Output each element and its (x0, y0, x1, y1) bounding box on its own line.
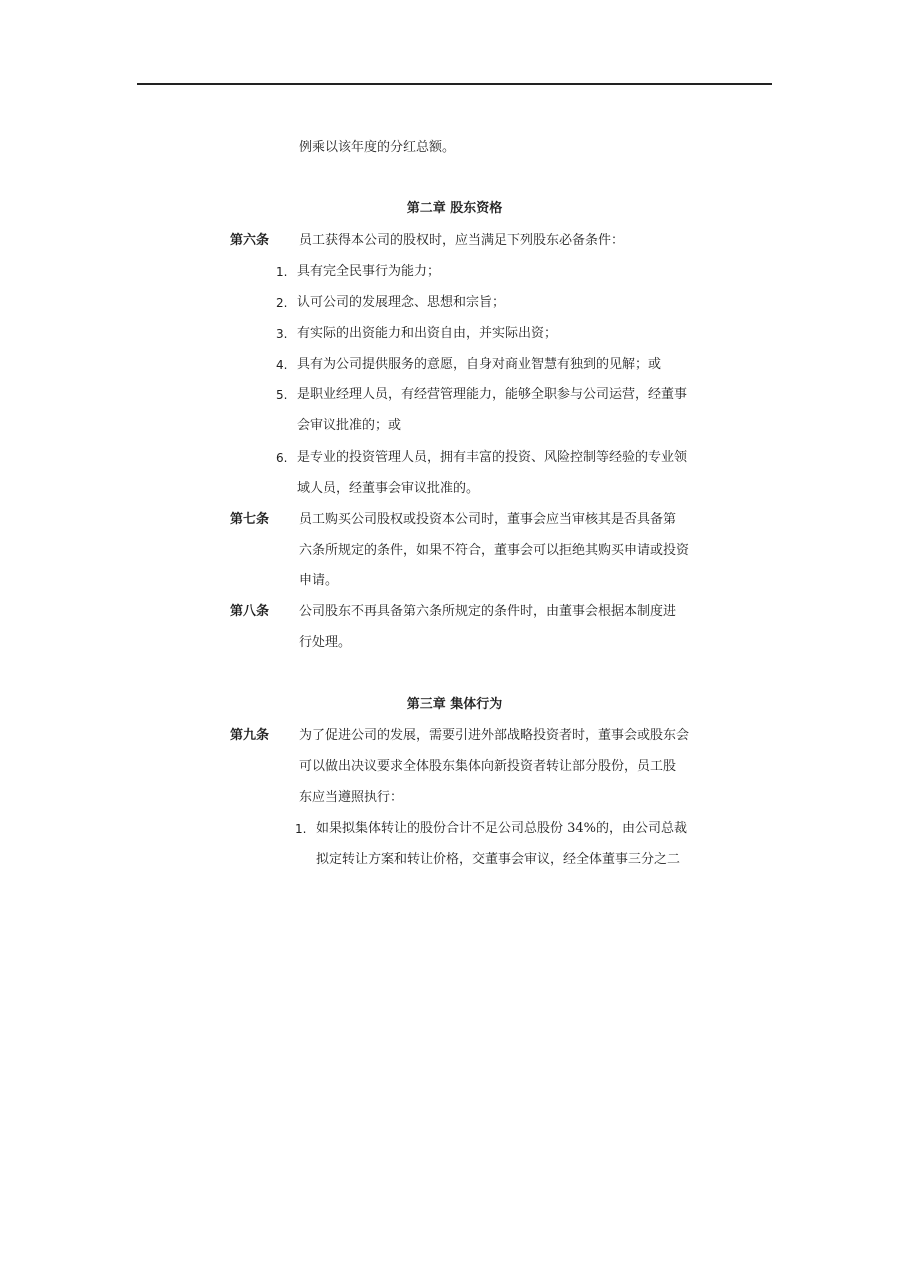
header-rule (137, 83, 772, 85)
article6-item6-text-line1: 是专业的投资管理人员，拥有丰富的投资、风险控制等经验的专业领 (297, 450, 688, 465)
article6-label: 第六条 (230, 233, 270, 248)
article6-item5-number: 5. (276, 388, 288, 402)
article9-text-line1: 为了促进公司的发展，需要引进外部战略投资者时，董事会或股东会 (299, 728, 690, 743)
article6-item4-text: 具有为公司提供服务的意愿，自身对商业智慧有独到的见解；或 (297, 357, 662, 372)
article7-text-line3: 申请。 (299, 573, 339, 588)
article6-item5-text-line1: 是职业经理人员，有经营管理能力，能够全职参与公司运营，经董事 (297, 387, 688, 402)
article6-item6-number: 6. (276, 451, 288, 465)
article9-label: 第九条 (230, 728, 270, 743)
article9-item1-text-line1: 如果拟集体转让的股份合计不足公司总股份 34%的，由公司总裁 (316, 821, 688, 836)
article9-text-line3: 东应当遵照执行： (299, 790, 404, 805)
article6-item2-number: 2. (276, 296, 288, 310)
article7-label: 第七条 (230, 512, 270, 527)
chapter2-heading: 第二章 股东资格 (406, 201, 503, 216)
article8-text-line1: 公司股东不再具备第六条所规定的条件时，由董事会根据本制度进 (299, 604, 677, 619)
article6-item1-text: 具有完全民事行为能力； (297, 264, 441, 279)
article6-text: 员工获得本公司的股权时，应当满足下列股东必备条件： (299, 233, 625, 248)
article8-text-line2: 行处理。 (299, 635, 352, 650)
article9-text-line2: 可以做出决议要求全体股东集体向新投资者转让部分股份，员工股 (299, 759, 677, 774)
article6-item3-text: 有实际的出资能力和出资自由，并实际出资； (297, 326, 558, 341)
article6-item2-text: 认可公司的发展理念、思想和宗旨； (297, 295, 506, 310)
article6-item5-text-line2: 会审议批准的；或 (297, 418, 402, 433)
article9-item1-text-line2: 拟定转让方案和转让价格，交董事会审议，经全体董事三分之二 (316, 852, 681, 867)
article6-item3-number: 3. (276, 327, 288, 341)
article8-label: 第八条 (230, 604, 270, 619)
article7-text-line1: 员工购买公司股权或投资本公司时，董事会应当审核其是否具备第 (299, 512, 677, 527)
chapter3-heading: 第三章 集体行为 (406, 697, 503, 712)
article6-item6-text-line2: 域人员，经董事会审议批准的。 (297, 481, 480, 496)
article6-item1-number: 1. (276, 265, 288, 279)
article9-item1-number: 1. (295, 822, 307, 836)
article7-text-line2: 六条所规定的条件，如果不符合，董事会可以拒绝其购买申请或投资 (299, 543, 690, 558)
continuation-text: 例乘以该年度的分红总额。 (299, 140, 456, 155)
article6-item4-number: 4. (276, 358, 288, 372)
